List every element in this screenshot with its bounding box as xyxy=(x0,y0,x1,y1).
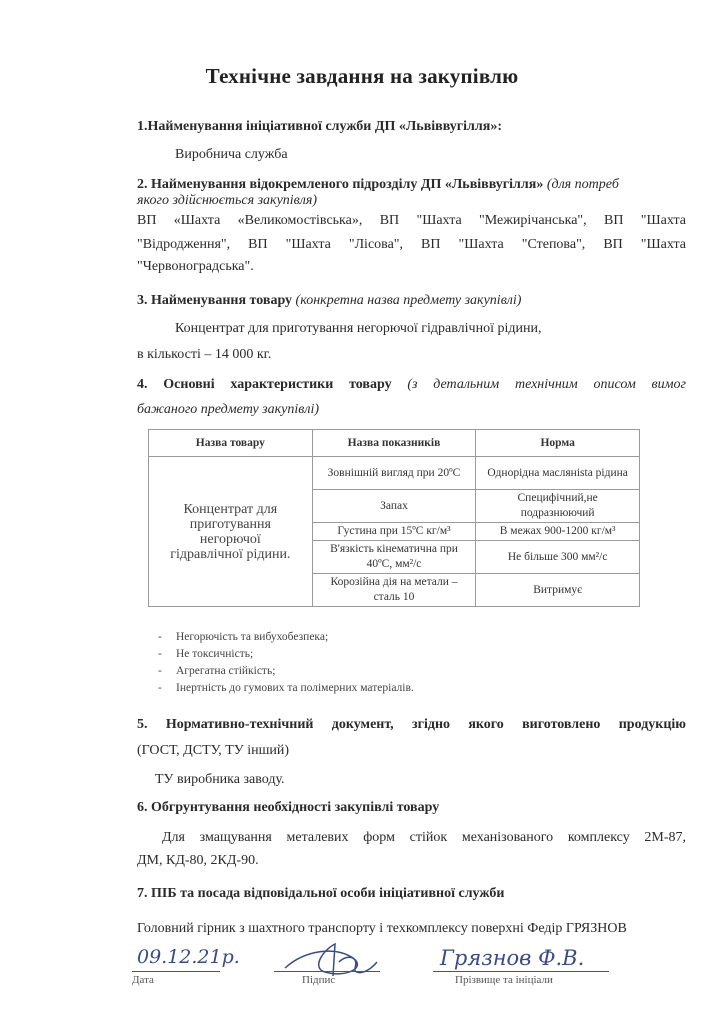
section-5-line-2: (ГОСТ, ДСТУ, ТУ інший) xyxy=(137,743,290,758)
norm-cell: Витримує xyxy=(476,574,640,607)
table-header-cell: Назва показників xyxy=(312,430,476,457)
list-item: - Агрегатна стійкість; xyxy=(158,663,414,680)
section-6-heading: 6. Обгрунтування необхідності закупівлі товару xyxy=(137,800,440,815)
product-name-line: приготування xyxy=(189,516,271,532)
product-name-line: негорючої xyxy=(199,531,261,547)
section-3-heading-text: 3. Найменування товару xyxy=(137,293,293,308)
indicator-cell: Запах xyxy=(312,490,476,523)
section-2-text-3: "Червоноградська". xyxy=(137,259,254,274)
list-item: - Інертність до гумових та полімерних матеріалів. xyxy=(158,680,414,697)
specification-table xyxy=(148,429,640,607)
product-name-line: Концентрат для xyxy=(183,501,278,517)
signature-underline xyxy=(274,971,380,972)
section-4-heading xyxy=(137,373,686,397)
norm-cell: В межах 900-1200 кг/м³ xyxy=(476,523,640,541)
table-header-cell: Назва товару xyxy=(149,430,313,457)
date-label: Дата xyxy=(132,974,154,986)
section-2-text-2: "Відродження", ВП "Шахта "Лісова", ВП "Шахта "Степова", ВП "Шахта xyxy=(137,237,686,252)
list-item: - Негорючість та вибухобезпека; xyxy=(158,629,414,646)
document-title: Технічне завдання на закупівлю xyxy=(205,64,519,88)
section-3-heading xyxy=(137,292,521,310)
section-2-heading-note: (для потреб xyxy=(546,177,619,192)
indicator-cell: Корозійна дія на метали – сталь 10 xyxy=(312,574,476,607)
section-4-heading-note-2: бажаного предмету закупівлі) xyxy=(137,402,320,417)
name-label: Прізвище та ініціали xyxy=(455,974,553,986)
section-4-heading-note: (з детальним технічним описом вимог xyxy=(407,377,686,392)
product-name-line: гідравлічної рідини. xyxy=(170,546,291,562)
section-7-heading: 7. ПІБ та посада відповідальної особи ініціативної служби xyxy=(137,886,505,901)
signature-label: Підпис xyxy=(302,974,336,986)
indicator-cell: Густина при 15ºС кг/м³ xyxy=(312,523,476,541)
section-2-text-1: ВП «Шахта «Великомостівська», ВП "Шахта "Межирічанська", ВП "Шахта xyxy=(137,213,686,228)
norm-cell: Не більше 300 мм²/с xyxy=(476,541,640,574)
section-3-heading-note: (конкретна назва предмету закупівлі) xyxy=(295,293,522,308)
table-row xyxy=(149,457,640,490)
section-2-heading-text: 2. Найменування відокремленого підрозділу ДП «Львіввугілля» xyxy=(137,177,544,192)
properties-list xyxy=(158,629,414,697)
table-header-cell: Норма xyxy=(476,430,640,457)
section-7-text: Головний гірник з шахтного транспорту і техкомплексу поверхні Федір ГРЯЗНОВ xyxy=(137,921,627,936)
indicator-cell: Зовнішній вигляд при 20ºС xyxy=(312,457,476,490)
norm-cell: Специфічний,не подразнюючий xyxy=(476,490,640,523)
list-item: - Не токсичність; xyxy=(158,646,414,663)
section-3-text-1: Концентрат для приготування негорючої гідравлічної рідини, xyxy=(175,321,542,336)
table-header-row xyxy=(149,430,640,457)
section-1-text: Виробнича служба xyxy=(175,147,288,162)
name-underline xyxy=(433,971,609,972)
handwritten-date: 09.12.21р. xyxy=(137,946,240,968)
section-6-text-1: Для змащування металевих форм стійок механізованого комплексу 2М-87, xyxy=(162,830,686,845)
norm-cell: Однорідна маслянista рідина xyxy=(476,457,640,490)
section-2-heading-note-2: якого здійснюється закупівля) xyxy=(137,193,318,208)
section-6-text-2: ДМ, КД-80, 2КД-90. xyxy=(137,853,259,868)
section-4-heading-text: 4. Основні характеристики товару xyxy=(137,377,392,392)
section-5-heading: 5. Нормативно-технічний документ, згідно якого виготовлено продукцію xyxy=(137,717,686,732)
product-name-cell xyxy=(149,457,313,607)
section-5-text: ТУ виробника заводу. xyxy=(155,772,285,787)
indicator-cell: В'язкість кінематична при 40ºС, мм²/с xyxy=(312,541,476,574)
date-underline xyxy=(132,971,220,972)
handwritten-name: Грязнов Ф.В. xyxy=(440,946,585,970)
section-3-text-2: в кількості – 14 000 кг. xyxy=(137,347,272,362)
section-1-heading: 1.Найменування ініціативної служби ДП «Львіввугілля»: xyxy=(137,119,502,134)
